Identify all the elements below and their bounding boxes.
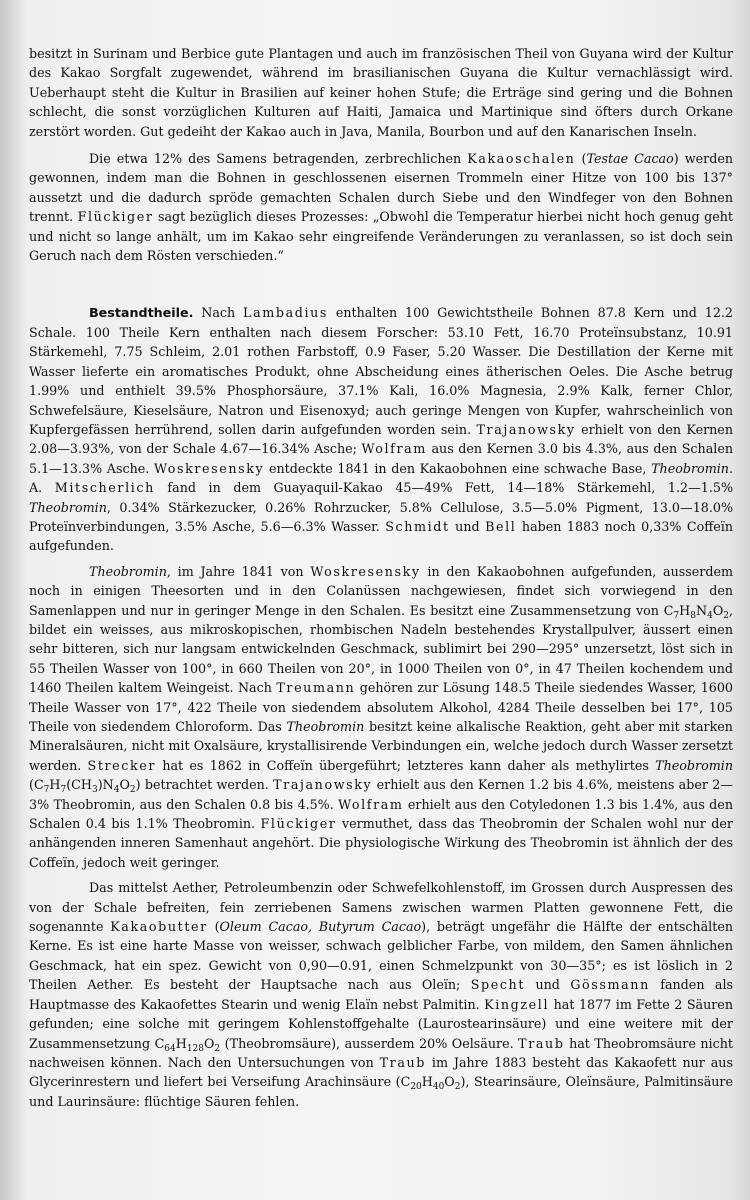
text-run: Gössmann bbox=[570, 977, 650, 993]
page-text bbox=[29, 44, 733, 1111]
text-run: aus den Kernen 3.0 bis 4.3%, aus den Schalen 5.1—13.3% Asche. bbox=[29, 441, 734, 476]
text-run: Testae Cacao bbox=[586, 151, 674, 167]
text-run: hat es 1862 in Coffeïn übergeführt; letzteres kann daher als methylirtes bbox=[156, 757, 656, 773]
text-run: Theobromin bbox=[651, 460, 729, 476]
text-run: Woskresensky bbox=[310, 563, 421, 579]
text-run: Flückiger bbox=[77, 209, 154, 225]
text-run: Die etwa 12% des Samens betragenden, zerbrechlichen bbox=[89, 151, 468, 167]
text-run: Traub bbox=[518, 1035, 565, 1051]
text-run: Lambadius bbox=[243, 305, 329, 321]
text-run: Strecker bbox=[87, 757, 157, 773]
text-run: (C bbox=[29, 777, 44, 793]
text-run: )N bbox=[97, 777, 114, 793]
text-run: Oleum Cacao, Butyrum Cacao bbox=[219, 919, 422, 935]
text-run: und bbox=[525, 977, 571, 993]
formula-subscript: 2 bbox=[723, 610, 729, 621]
text-run: in den Kakaobohnen aufgefunden, ausserdem noch in einigen Theesorten und in den Colanüssen nachgewiesen, findet sich vorwiegend in den Samenlappen und nur in geringer Menge in den Schalen. Es besitzt eine Zusammensetzung von C bbox=[29, 563, 733, 618]
text-run: ) werden gewonnen, indem man die Bohnen in geschlossenen eisernen Trommeln einer Hitze von 100 bis 137° aussetzt und die dadurch spröde gemachten Schalen durch Siebe und den Windfeger von den Bohnen trennt. bbox=[29, 151, 733, 225]
text-run: Woskresensky bbox=[153, 460, 265, 476]
text-run: , bildet ein weisses, aus mikroskopischen, rhombischen Nadeln bestehendes Krystallpulver, äussert einen sehr bitteren, sich nur langsam entwickelnden Geschmack, sublimirt bei 290—295° unzersetzt, löst sich in 55 Theilen Wasser von 100°, in 660 Theilen von 20°, in 1000 Theilen von 0°, in 47 Theilen kochendem und 1460 Theilen kaltem Weingeist. Nach bbox=[29, 602, 733, 696]
formula-subscript: 40 bbox=[432, 1082, 445, 1093]
text-run: Specht bbox=[470, 977, 526, 993]
section-heading: Bestandtheile. bbox=[89, 305, 194, 321]
text-run: hat 1877 im Fette 2 Säuren gefunden; eine solche mit geringem Kohlenstoffgehalte (Laurostearinsäure) und eine weitere mit der Zusammensetzung C bbox=[29, 996, 733, 1051]
text-run: im Jahre 1883 besteht das Kakaofett nur aus Glycerinrestern und liefert bei Verseifung Arachinsäure (C bbox=[29, 1054, 733, 1090]
paragraph-theobromin bbox=[29, 562, 733, 873]
text-run: O bbox=[119, 777, 130, 793]
text-run: hat Theobromsäure nicht nachweisen können. Nach den Untersuchungen von bbox=[29, 1035, 733, 1070]
text-run: Wolfram bbox=[361, 441, 427, 457]
text-run: erhielt aus den Kernen 1.2 bis 4.6%, meistens aber 2—3% Theobromin, aus den Schalen 0.8 bis 4.5%. bbox=[29, 777, 733, 812]
formula-subscript: 4 bbox=[707, 610, 713, 621]
text-run: N bbox=[695, 602, 708, 618]
formula-subscript: 20 bbox=[410, 1082, 422, 1093]
formula-subscript: 2 bbox=[454, 1082, 461, 1093]
formula-subscript: 4 bbox=[113, 785, 120, 796]
text-run: und bbox=[449, 518, 486, 534]
text-run: O bbox=[204, 1035, 215, 1051]
text-run: Wolfram bbox=[338, 796, 404, 812]
paragraph-kakao-cultivation bbox=[29, 44, 733, 141]
formula-subscript: 128 bbox=[186, 1043, 205, 1054]
text-run: , im Jahre 1841 von bbox=[166, 563, 311, 579]
text-run: besitzt keine alkalische Reaktion, geht aber mit starken Mineralsäuren, nicht mit Oxalsäure, krystallisirende Verbindungen ein, welche jedoch durch Wasser zersetzt werden. bbox=[29, 719, 733, 773]
text-run: haben 1883 noch 0,33% Coffeïn aufgefunden. bbox=[29, 518, 733, 554]
text-run: fand in dem Guayaquil-Kakao 45—49% Fett, 14—18% Stärkemehl, 1.2—1.5% bbox=[154, 480, 733, 496]
text-run: erhielt von den Kernen 2.08—3.93%, von der Schale 4.67—16.34% Asche; bbox=[29, 421, 733, 457]
text-run: Theobromin bbox=[655, 757, 733, 773]
text-run: H bbox=[49, 777, 61, 793]
text-run: H bbox=[421, 1074, 433, 1090]
text-run: ( bbox=[575, 151, 587, 167]
text-run: Nach bbox=[193, 305, 244, 321]
text-run: gehören zur Lösung 148.5 Theile siedendes Wasser, 1600 Theile Wasser von 17°, 422 Theile von siedendem absolutem Alkohol, 4284 Theile desselben bei 17°, 105 Theile von siedendem Chloroform. Das bbox=[29, 680, 733, 734]
text-run: ), beträgt ungefähr die Hälfte der entschälten Kerne. Es ist eine harte Masse von weisser, schwach gelblicher Farbe, von mildem, den Samen ähnlichen Geschmack, hat ein spez. Gewicht von 0,90—0.91, einen Schmelzpunkt von 30—35°; es ist löslich in 2 Theilen Aether. Es besteht der Hauptsache nach aus Oleïn; bbox=[29, 919, 734, 993]
paragraph-kakaobutter bbox=[29, 878, 733, 1111]
text-run: sagt bezüglich dieses Prozesses: „Obwohl die Temperatur hierbei nicht hoch genug geht und nicht so lange anhält, um im Kakao sehr eingreifende Veränderungen zu veranlassen, so ist doch sein Geruch nach dem Rösten verschieden.“ bbox=[29, 209, 733, 264]
text-run: ( bbox=[207, 919, 220, 935]
text-run: (Theobromsäure), ausserdem 20% Oelsäure. bbox=[220, 1035, 519, 1051]
text-run: vermuthet, dass das Theobromin der Schalen wohl nur der anhängenden inneren Samenhaut angehört. Die physiologische Wirkung des Theobromin ist ähnlich der des Coffeïn, jedoch weit geringer. bbox=[29, 816, 733, 870]
formula-subscript: 2 bbox=[129, 785, 136, 796]
formula-subscript: 7 bbox=[673, 610, 680, 621]
text-run: H bbox=[679, 602, 691, 618]
formula-subscript: 2 bbox=[214, 1043, 221, 1054]
text-run: Mitscherlich bbox=[54, 480, 155, 496]
text-run: Treumann bbox=[276, 680, 356, 696]
text-run: H bbox=[175, 1035, 187, 1051]
formula-subscript: 8 bbox=[690, 610, 696, 621]
text-run: . A. bbox=[29, 460, 734, 496]
text-run: , 0.34% Stärkezucker, 0.26% Rohrzucker, 5.8% Cellulose, 3.5—5.0% Pigment, 13.0—18.0% Proteïnverbindungen, 3.5% Asche, 5.6—6.3% Wasser. bbox=[29, 499, 733, 534]
text-run: ) betrachtet werden. bbox=[135, 777, 274, 793]
formula-subscript: 7 bbox=[43, 785, 50, 796]
text-run: erhielt aus den Cotyledonen 1.3 bis 1.4%, aus den Schalen 0.4 bis 1.1% Theobromin. bbox=[29, 796, 733, 832]
text-run: Traub bbox=[379, 1054, 427, 1070]
text-run: (CH bbox=[66, 777, 92, 793]
text-run: Trajanowsky bbox=[476, 421, 576, 437]
text-run: Theobromin bbox=[89, 563, 167, 579]
text-run: Trajanowsky bbox=[273, 777, 373, 793]
text-run: Bell bbox=[485, 518, 517, 534]
text-run: Das mittelst Aether, Petroleumbenzin oder Schwefelkohlenstoff, im Grossen durch Auspressen des von der Schale befreiten, fein zerriebenen Samens zwischen warmen Platten gewonnene Fett, die sogenannte bbox=[29, 880, 733, 935]
text-run: Kingzell bbox=[484, 996, 550, 1012]
text-run: Theobromin bbox=[29, 499, 107, 515]
text-run: Theobromin bbox=[286, 719, 365, 734]
text-run: Kakaobutter bbox=[110, 919, 208, 935]
text-run: besitzt in Surinam und Berbice gute Plantagen und auch im französischen Theil von Guyana wird der Kultur des Kakao Sorgfalt zugewendet, während im brasilianischen Guyana die Kultur vernachlässigt wird. Ueberhaupt steht die Kultur in Brasilien auf keiner hohen Stufe; die Erträge sind gering und die Bohnen schlecht, die sonst vorzüglichen Kulturen auf Haiti, Jamaica und Martinique sind öfters durch Orkane zerstört worden. Gut gedeiht der Kakao auch in Java, Manila, Bourbon und auf den Kanarischen Inseln. bbox=[29, 46, 733, 139]
paragraph-bestandtheile bbox=[29, 303, 733, 555]
formula-subscript: 3 bbox=[91, 785, 98, 796]
text-run: Flückiger bbox=[260, 816, 337, 832]
text-run: enthalten 100 Gewichtstheile Bohnen 87.8 Kern und 12.2 Schale. 100 Theile Kern enthalten nach diesem Forscher: 53.10 Fett, 16.70 Proteïnsubstanz, 10.91 Stärkemehl, 7.75 Schleim, 2.01 rothen Farbstoff, 0.9 Faser, 5.20 Wasser. Die Destillation der Kerne mit Wasser lieferte ein aromatisches Produkt, ohne Abscheidung eines ätherischen Oeles. Die Asche betrug 1.99% und enthielt 39.5% Phosphorsäure, 37.1% Kali, 16.0% Magnesia, 2.9% Kalk, ferner Chlor, Schwefelsäure, Kieselsäure, Natron und Eisenoxyd; auch geringe Mengen von Kupfer, wahrscheinlich von Kupfergefässen herrührend, sollen darin aufgefunden worden sein. bbox=[29, 305, 734, 437]
formula-subscript: 7 bbox=[60, 785, 67, 796]
text-run: O bbox=[444, 1074, 455, 1090]
text-run: ), Stearinsäure, Oleïnsäure, Palmitinsäure und Laurinsäure: flüchtige Säuren fehlen. bbox=[29, 1074, 733, 1109]
text-run: entdeckte 1841 in den Kakaobohnen eine schwache Base, bbox=[264, 460, 652, 476]
text-run: O bbox=[712, 602, 724, 618]
text-run: fanden als Hauptmasse des Kakaofettes Stearin und wenig Elaïn nebst Palmitin. bbox=[29, 977, 734, 1012]
text-run: Kakaoschalen bbox=[467, 151, 576, 167]
paragraph-kakaoschalen bbox=[29, 149, 733, 265]
formula-subscript: 64 bbox=[164, 1043, 176, 1054]
text-run: Schmidt bbox=[385, 518, 450, 534]
